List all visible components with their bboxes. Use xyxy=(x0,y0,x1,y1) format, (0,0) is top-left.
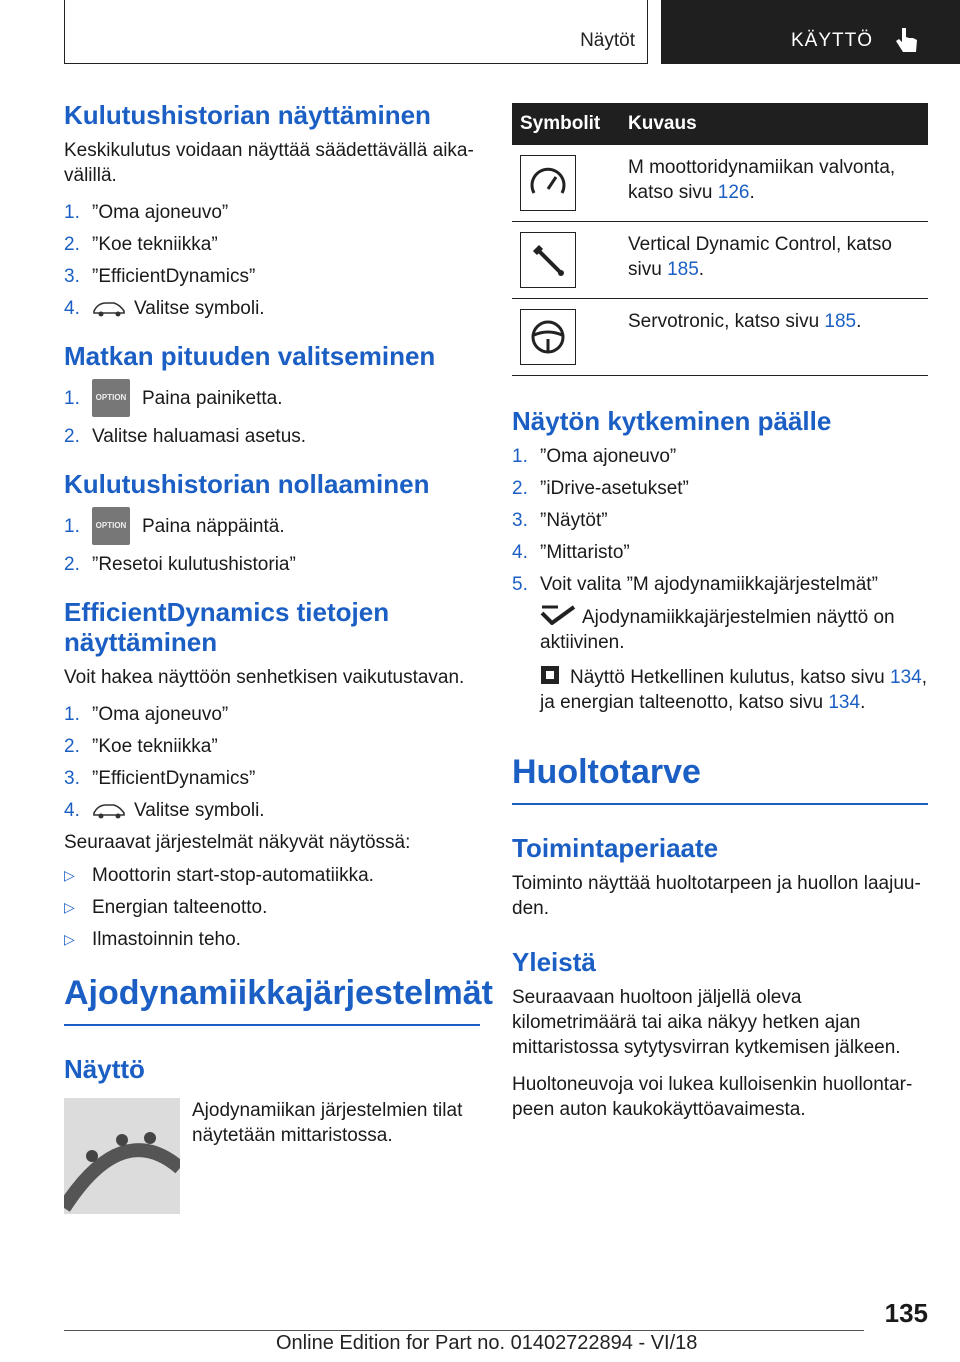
table-row: Vertical Dynamic Control, katso sivu 185. xyxy=(512,222,928,299)
checkmark-icon xyxy=(540,605,576,625)
heading-trip-length: Matkan pituuden valitseminen xyxy=(64,341,436,371)
page-link[interactable]: 185 xyxy=(824,311,857,332)
efficientdynamics-after: Seuraavat järjestelmät näkyvät näytössä: xyxy=(64,832,411,853)
display-on-steps xyxy=(512,444,928,597)
efficientdynamics-bullets xyxy=(64,863,480,952)
list-item: 2. ”Resetoi kulutushistoria” xyxy=(64,554,296,575)
list-item: ▷ Ilmastoinnin teho. xyxy=(64,929,241,950)
option-button: OPTION xyxy=(92,379,130,417)
page-link[interactable]: 185 xyxy=(667,259,699,280)
list-item: 3. ”EfficientDynamics” xyxy=(64,266,256,287)
consumption-history-steps xyxy=(64,200,480,321)
heading-display: Näyttö xyxy=(64,1054,145,1084)
instrument-cluster-image xyxy=(64,1098,180,1214)
table-row: M moottoridynamiikan valvonta, katso sivu 126. xyxy=(512,145,928,222)
principle-text: Toiminto näyttää huoltotarpeen ja huollon laajuuden. xyxy=(512,873,921,919)
consumption-history-intro: Keskikulutus voidaan näyttää säädettävällä aikavälillä. xyxy=(64,140,474,186)
display-text: Ajodynamiikan järjestelmien tilat näytetään mittaristossa. xyxy=(192,1100,463,1146)
list-item: ▷ Energian talteenotto. xyxy=(64,897,268,918)
page-link[interactable]: 134 xyxy=(828,692,861,713)
list-item: 1. ”Oma ajoneuvo” xyxy=(512,446,677,467)
list-item: 5. Voit valita ”M ajodynamiikkajärjestelmät” xyxy=(512,574,878,595)
list-item: 1. OPTION Paina painiketta. xyxy=(64,379,480,417)
heading-display-on: Näytön kytkeminen päälle xyxy=(512,406,832,436)
gauge-icon xyxy=(528,163,568,203)
pointing-hand-icon xyxy=(894,26,920,54)
list-item: 4. Valitse symboli. xyxy=(64,298,265,319)
heading-reset-history: Kulutushistorian nollaaminen xyxy=(64,469,430,499)
efficientdynamics-intro: Voit hakea näyttöön senhetkisen vaikutustavan. xyxy=(64,667,465,688)
table-row: Servotronic, katso sivu 185. xyxy=(512,299,928,376)
page-link[interactable]: 126 xyxy=(717,182,750,203)
right-column xyxy=(512,103,928,1134)
option-checked: Ajodynamiikkajärjestelmien näyttö on aktiivinen. xyxy=(540,607,895,653)
list-item: 2. Valitse haluamasi asetus. xyxy=(64,426,307,447)
trip-length-steps xyxy=(64,379,480,449)
checkbox-icon xyxy=(540,665,560,685)
general-text-1: Seuraavaan huoltoon jäljellä oleva kilometrimäärä tai aika näkyy hetken ajan mittaristossa sytytysvirran kytkemisen jälkeen. xyxy=(512,987,901,1058)
table-header-description: Kuvaus xyxy=(620,103,928,145)
reset-history-steps xyxy=(64,507,480,577)
general-text-2: Huoltoneuvoja voi lukea kulloisenkin huollontarpeen auton kaukokäyttöavaimesta. xyxy=(512,1074,913,1120)
header-chapter-box xyxy=(661,0,960,64)
footer-divider xyxy=(64,1330,864,1331)
page-link[interactable]: 134 xyxy=(890,667,922,688)
list-item: 3. ”Näytöt” xyxy=(512,510,608,531)
car-leaf-icon xyxy=(92,801,126,821)
list-item: 1. ”Oma ajoneuvo” xyxy=(64,704,229,725)
heading-consumption-history: Kulutushistorian näyttäminen xyxy=(64,100,431,130)
footer-edition: Online Edition for Part no. 01402722894 - VI/18 xyxy=(276,1332,698,1354)
page-number: 135 xyxy=(884,1298,928,1328)
efficientdynamics-steps xyxy=(64,702,480,823)
heading-service-need: Huoltotarve xyxy=(512,753,701,791)
car-icon xyxy=(92,299,126,319)
heading-principle: Toimintaperiaate xyxy=(512,833,719,863)
list-item: 1. ”Oma ajoneuvo” xyxy=(64,202,229,223)
list-item: 4. ”Mittaristo” xyxy=(512,542,630,563)
option-button: OPTION xyxy=(92,507,130,545)
chapter-heading-box xyxy=(64,972,493,1026)
list-item: 1. OPTION Paina näppäintä. xyxy=(64,507,480,545)
chapter-heading-box xyxy=(512,751,928,805)
heading-driving-dynamics: Ajodynamiikkajärjestelmät xyxy=(64,974,493,1012)
option-unchecked: Näyttö Hetkellinen kulutus, katso sivu 134, ja energian talteenotto, katso sivu 134. xyxy=(540,667,927,713)
heading-general: Yleistä xyxy=(512,947,596,977)
list-item: 4. Valitse symboli. xyxy=(64,800,265,821)
left-column xyxy=(64,100,493,1214)
header-section-box xyxy=(64,0,648,64)
list-item: 3. ”EfficientDynamics” xyxy=(64,768,256,789)
gauge-illustration-icon xyxy=(64,1098,180,1214)
symbol-table xyxy=(512,103,928,376)
header-chapter: KÄYTTÖ xyxy=(791,30,874,51)
list-item: 2. ”iDrive-asetukset” xyxy=(512,478,689,499)
table-header-symbols: Symbolit xyxy=(512,103,620,145)
header-section: Näytöt xyxy=(580,30,635,51)
list-item: ▷ Moottorin start-stop-automatiikka. xyxy=(64,865,374,886)
list-item: 2. ”Koe tekniikka” xyxy=(64,234,218,255)
shock-absorber-icon xyxy=(528,240,568,280)
list-item: 2. ”Koe tekniikka” xyxy=(64,736,218,757)
steering-wheel-icon xyxy=(528,317,568,357)
heading-efficientdynamics: EfficientDynamics tietojen näyttäminen xyxy=(64,597,390,657)
